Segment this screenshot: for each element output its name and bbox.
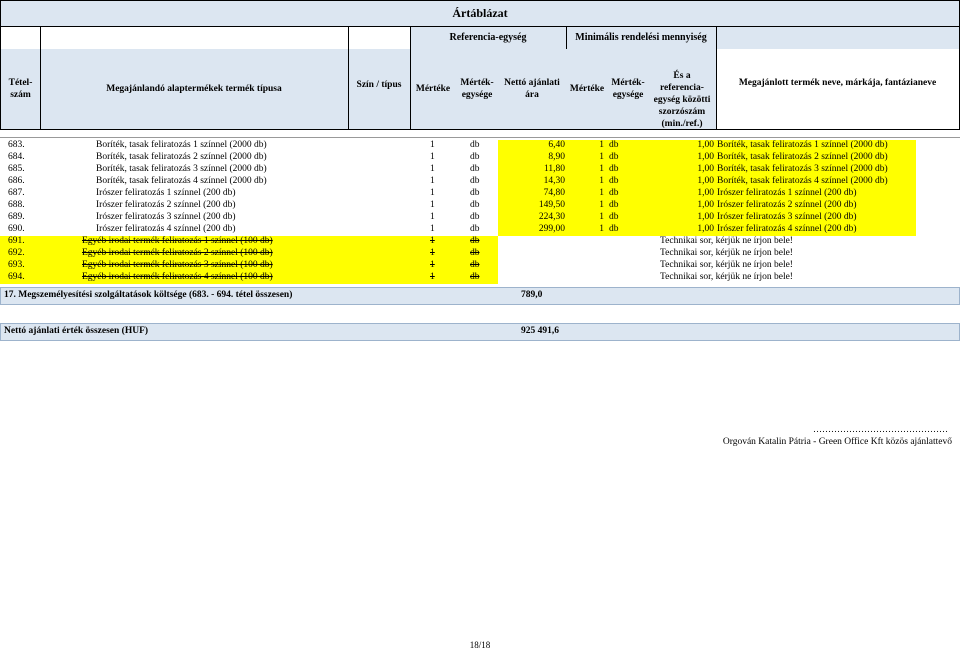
- offered-product-name: Írószer feliratozás 2 színnel (200 db): [717, 200, 857, 210]
- header-unit-2: Mérték-egysége: [608, 49, 648, 129]
- product-name: Írószer feliratozás 4 színnel (200 db): [96, 224, 236, 234]
- header-measure-1: Mértéke: [410, 49, 456, 129]
- net-price: 14,30: [543, 176, 565, 186]
- quantity: 1: [430, 176, 435, 186]
- net-price: 149,50: [538, 200, 565, 210]
- unit: db: [470, 236, 480, 246]
- offered-product-name: Írószer feliratozás 3 színnel (200 db): [717, 212, 857, 222]
- unit: db: [470, 152, 480, 162]
- quantity: 1: [430, 200, 435, 210]
- unit: db: [470, 140, 480, 150]
- technical-row-note: Technikai sor, kérjük ne írjon bele!: [660, 272, 793, 282]
- multiplier: 1,00: [697, 164, 714, 174]
- min-unit: db: [609, 176, 619, 186]
- product-name: Egyéb irodai termék feliratozás 3 színnel (100 db): [82, 260, 273, 270]
- multiplier: 1,00: [697, 188, 714, 198]
- offered-product-name: Boríték, tasak feliratozás 1 színnel (2000 db): [717, 140, 888, 150]
- item-no: 688.: [8, 200, 25, 210]
- product-name: Boríték, tasak feliratozás 3 színnel (2000 db): [96, 164, 267, 174]
- quantity: 1: [430, 164, 435, 174]
- quantity: 1: [430, 272, 435, 282]
- item-no: 689.: [8, 212, 25, 222]
- header-net-price: Nettó ajánlati ára: [498, 49, 566, 129]
- net-price: 299,00: [538, 224, 565, 234]
- item-no: 683.: [8, 140, 25, 150]
- product-name: Egyéb irodai termék feliratozás 2 színnel (100 db): [82, 248, 273, 258]
- section-summary-value: 789,0: [521, 290, 543, 300]
- product-name: Egyéb irodai termék feliratozás 4 színnel (100 db): [82, 272, 273, 282]
- item-no: 694.: [8, 272, 25, 282]
- quantity: 1: [430, 152, 435, 162]
- min-quantity: 1: [599, 224, 604, 234]
- header-product-type: Megajánlandó alaptermékek termék típusa: [40, 49, 348, 129]
- header-unit-1: Mérték-egysége: [456, 49, 498, 129]
- header-offered-name: Megajánlott termék neve, márkája, fantázianeve: [716, 49, 960, 129]
- unit: db: [470, 200, 480, 210]
- header-color-type: Szín / típus: [348, 49, 410, 129]
- signature-dots: ………………………………………: [813, 424, 948, 434]
- min-quantity: 1: [599, 176, 604, 186]
- min-unit: db: [609, 224, 619, 234]
- min-order-label: Minimális rendelési mennyiség: [575, 32, 707, 43]
- offered-product-name: Boríték, tasak feliratozás 4 színnel (2000 db): [717, 176, 888, 186]
- multiplier: 1,00: [697, 152, 714, 162]
- product-name: Írószer feliratozás 2 színnel (200 db): [96, 200, 236, 210]
- quantity: 1: [430, 224, 435, 234]
- item-no: 685.: [8, 164, 25, 174]
- min-quantity: 1: [599, 152, 604, 162]
- min-unit: db: [609, 140, 619, 150]
- min-quantity: 1: [599, 164, 604, 174]
- quantity: 1: [430, 212, 435, 222]
- net-price: 74,80: [543, 188, 565, 198]
- multiplier: 1,00: [697, 176, 714, 186]
- page-number: 18/18: [469, 640, 491, 650]
- min-unit: db: [609, 164, 619, 174]
- total-summary-label: Nettó ajánlati érték összesen (HUF): [4, 326, 149, 336]
- unit: db: [470, 260, 480, 270]
- unit: db: [470, 212, 480, 222]
- product-name: Boríték, tasak feliratozás 1 színnel (2000 db): [96, 140, 267, 150]
- unit: db: [470, 224, 480, 234]
- header-multiplier: És a referencia-egység közötti szorzószám (min./ref.): [648, 49, 716, 129]
- unit: db: [470, 188, 480, 198]
- unit: db: [470, 248, 480, 258]
- technical-row-note: Technikai sor, kérjük ne írjon bele!: [660, 260, 793, 270]
- net-price: 6,40: [548, 140, 565, 150]
- unit: db: [470, 176, 480, 186]
- quantity: 1: [430, 260, 435, 270]
- product-name: Egyéb irodai termék feliratozás 1 színnel (100 db): [82, 236, 273, 246]
- offered-product-name: Boríték, tasak feliratozás 2 színnel (2000 db): [717, 152, 888, 162]
- offered-product-name: Boríték, tasak feliratozás 3 színnel (2000 db): [717, 164, 888, 174]
- item-no: 690.: [8, 224, 25, 234]
- min-unit: db: [609, 212, 619, 222]
- item-no: 686.: [8, 176, 25, 186]
- min-quantity: 1: [599, 212, 604, 222]
- multiplier: 1,00: [697, 212, 714, 222]
- page-title: Ártáblázat: [452, 6, 508, 20]
- unit: db: [470, 164, 480, 174]
- technical-row-note: Technikai sor, kérjük ne írjon bele!: [660, 236, 793, 246]
- item-no: 693.: [8, 260, 25, 270]
- quantity: 1: [430, 188, 435, 198]
- offered-product-name: Írószer feliratozás 4 színnel (200 db): [717, 224, 857, 234]
- min-quantity: 1: [599, 140, 604, 150]
- min-quantity: 1: [599, 200, 604, 210]
- ref-unit-label: Referencia-egység: [449, 32, 527, 43]
- quantity: 1: [430, 248, 435, 258]
- item-no: 692.: [8, 248, 25, 258]
- min-unit: db: [609, 152, 619, 162]
- signature-name: Orgován Katalin Pátria - Green Office Kft közös ajánlattevő: [722, 437, 952, 447]
- net-price: 8,90: [548, 152, 565, 162]
- total-summary-value: 925 491,6: [521, 326, 559, 336]
- item-no: 691.: [8, 236, 25, 246]
- offered-product-name: Írószer feliratozás 1 színnel (200 db): [717, 188, 857, 198]
- product-name: Írószer feliratozás 3 színnel (200 db): [96, 212, 236, 222]
- multiplier: 1,00: [697, 224, 714, 234]
- net-price: 224,30: [538, 212, 565, 222]
- item-no: 684.: [8, 152, 25, 162]
- min-unit: db: [609, 200, 619, 210]
- item-no: 687.: [8, 188, 25, 198]
- min-unit: db: [609, 188, 619, 198]
- net-price: 11,80: [543, 164, 565, 174]
- technical-row-note: Technikai sor, kérjük ne írjon bele!: [660, 248, 793, 258]
- product-name: Boríték, tasak feliratozás 4 színnel (2000 db): [96, 176, 267, 186]
- header-item-no: Tétel-szám: [0, 49, 40, 129]
- quantity: 1: [430, 140, 435, 150]
- product-name: Írószer feliratozás 1 színnel (200 db): [96, 188, 236, 198]
- header-measure-2: Mértéke: [566, 49, 608, 129]
- unit: db: [470, 272, 480, 282]
- min-quantity: 1: [599, 188, 604, 198]
- section-summary-label: 17. Megszemélyesítési szolgáltatások költsége (683. - 694. tétel összesen): [4, 290, 293, 300]
- quantity: 1: [430, 236, 435, 246]
- multiplier: 1,00: [697, 140, 714, 150]
- multiplier: 1,00: [697, 200, 714, 210]
- product-name: Boríték, tasak feliratozás 2 színnel (2000 db): [96, 152, 267, 162]
